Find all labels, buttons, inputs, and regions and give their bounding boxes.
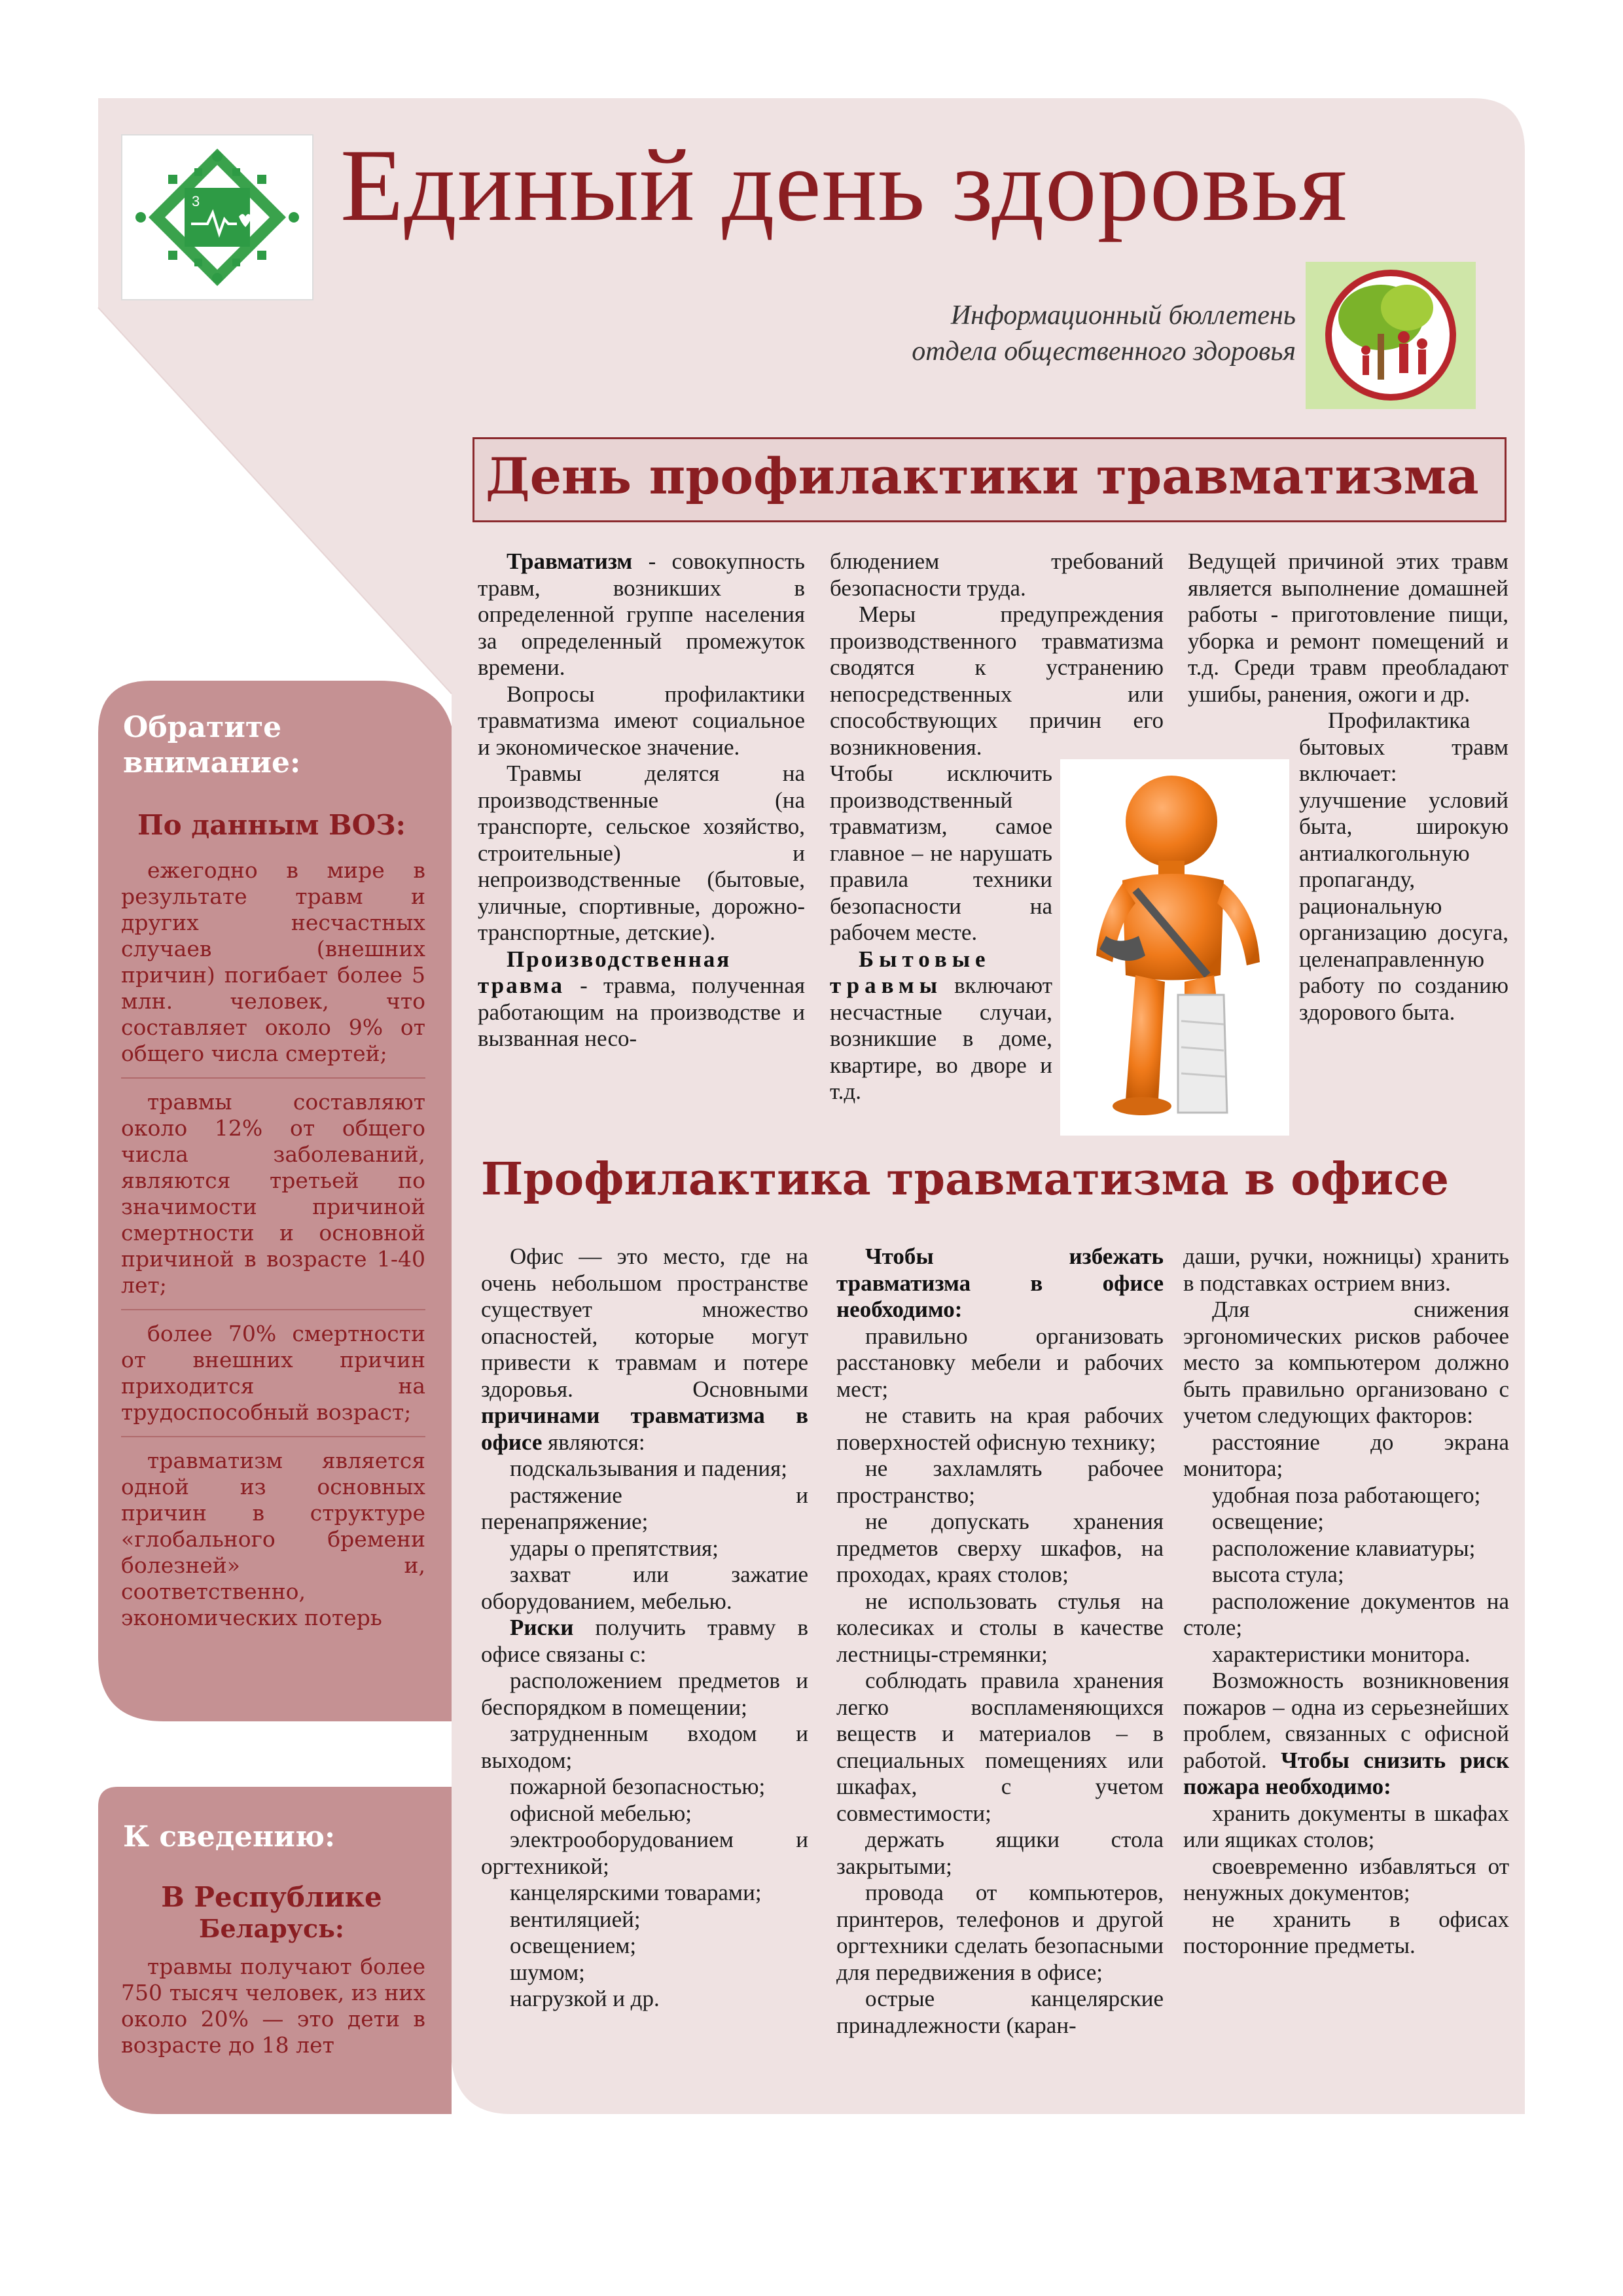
section2-title: Профилактика травматизма в офисе	[481, 1153, 1449, 1206]
list-item: захват или зажатие оборудованием, мебелью.	[481, 1562, 808, 1614]
list-item: не использовать стулья на колесиках и столы в качестве лестницы-стремянки;	[836, 1588, 1164, 1667]
list-item: вентиляцией;	[510, 1906, 641, 1932]
list-item: пожарной безопасностью;	[510, 1774, 766, 1799]
section1-column2: блюдением требований безопасности труда. Меры предупреждения производственного травматизма сводятся к устранению непосредственных или способствующих причин его возникновения. Чтобы исключить производственный травматизм, самое главное – не нарушать правила техники безопасности на рабочем месте. Бытовые травмы включают несчастные случаи, возникшие в доме, квартире, во дворе и т.д.	[830, 548, 1164, 1104]
list-item: не захламлять рабочее пространство;	[836, 1456, 1164, 1508]
page-subtitle: Информационный бюллетень отдела общественного здоровья	[912, 300, 1296, 367]
list-item: канцелярскими товарами;	[510, 1880, 762, 1905]
list-item: правильно организовать расстановку мебели и рабочих мест;	[836, 1323, 1164, 1402]
list-item: удобная поза работающего;	[1212, 1482, 1481, 1508]
list-item: шумом;	[510, 1959, 585, 1985]
department-emblem	[1306, 262, 1476, 409]
list-item: хранить документы в шкафах или ящиках столов;	[1183, 1800, 1509, 1852]
list-item: электрооборудованием и оргтехникой;	[481, 1827, 808, 1879]
health-logo	[121, 134, 313, 300]
injured-person-figure-icon	[1060, 759, 1289, 1136]
list-item: нагрузкой и др.	[510, 1986, 660, 2011]
tree-family-icon	[1306, 262, 1476, 409]
sidebar1-text	[121, 857, 425, 1631]
injured-person-figure	[1060, 759, 1289, 1136]
list-item: не допускать хранения предметов сверху шкафов, на проходах, краях столов;	[836, 1509, 1164, 1587]
list-item: своевременно избавляться от ненужных документов;	[1183, 1853, 1509, 1905]
list-item: офисной мебелью;	[510, 1800, 692, 1826]
sidebar1-subtitle: По данным ВОЗ:	[137, 809, 406, 841]
sidebar2-text: травмы получают более 750 тысяч человек, из них около 20% — это дети в возрасте до 18 лет	[121, 1954, 425, 2058]
section1-column1: Травматизм - совокупность травм, возникших в определенной группе населения за определенный промежуток времени. Вопросы профилактики травматизма имеют социальное и экономическое значение. Травмы делятся на производственные (на транспорте, сельское хозяйство, строительные) и непроизводственные (бытовые, уличные, спортивные, дорожно-транспортные, детские). Производственная травма - травма, полученная работающим на производстве и вызванная несо-	[478, 548, 805, 1051]
section2-column3: даши, ручки, ножницы) хранить в подставках острием вниз. Для снижения эргономических рисков рабочее место за компьютером должно быть правильно организовано с учетом следующих факторов: расстояние до экрана монитора; удобная поза работающего; освещение; расположение клавиатуры; высота стула; расположение документов на столе; характеристики монитора. Возможность возникновения пожаров – одна из серьезнейших проблем, связанных с офисной работой. Чтобы снизить риск пожара необходимо: хранить документы в шкафах или ящиках столов; своевременно избавляться от ненужных документов; не хранить в офисах посторонние предметы.	[1183, 1244, 1509, 1958]
sidebar2-title: К сведению:	[123, 1820, 336, 1854]
list-item: характеристики монитора.	[1212, 1641, 1471, 1667]
list-item: не ставить на края рабочих поверхностей офисную технику;	[836, 1403, 1164, 1455]
section2-column2: Чтобы избежать травматизма в офисе необходимо: правильно организовать расстановку мебели и рабочих мест; не ставить на края рабочих поверхностей офисную технику; не захламлять рабочее пространство; не допускать хранения предметов сверху шкафов, на проходах, краях столов; не использовать стулья на колесиках и столы в качестве лестницы-стремянки; соблюдать правила хранения легко воспламеняющихся веществ и материалов – в специальных помещениях или шкафах, с учетом совместимости; держать ящики стола закрытыми; провода от компьютеров, принтеров, телефонов и другой оргтехники сделать безопасными для передвижения в офисе; острые канцелярские принадлежности (каран-	[836, 1244, 1164, 2038]
logo-number: 3	[192, 193, 200, 209]
divider	[121, 1436, 425, 1437]
list-item: растяжение и перенапряжение;	[481, 1482, 808, 1534]
list-item: расстояние до экрана монитора;	[1183, 1429, 1509, 1481]
list-item: освещение;	[1212, 1509, 1324, 1534]
fact-item: более 70% смертности от внешних причин приходится на трудоспособный возраст;	[121, 1321, 425, 1425]
health-pulse-heart-icon	[122, 135, 312, 299]
fact-item: травмы составляют около 12% от общего числа заболеваний, являются третьей по значимости причиной смертности и основной причиной в возрасте 1-40 лет;	[121, 1089, 425, 1298]
list-item: расположение клавиатуры;	[1212, 1535, 1476, 1561]
list-item: удары о препятствия;	[510, 1535, 719, 1561]
list-item: держать ящики стола закрытыми;	[836, 1827, 1164, 1879]
list-item: острые канцелярские принадлежности (каран-	[836, 1986, 1164, 2038]
list-item: высота стула;	[1212, 1562, 1344, 1587]
list-item: подскальзывания и падения;	[510, 1456, 787, 1481]
sidebar1-title: Обратите внимание:	[123, 711, 301, 780]
section1-title: День профилактики травматизма	[486, 447, 1479, 505]
list-item: затрудненным входом и выходом;	[481, 1721, 808, 1773]
divider	[121, 1077, 425, 1079]
list-item: не хранить в офисах посторонние предметы.	[1183, 1906, 1509, 1958]
list-item: расположение документов на столе;	[1183, 1588, 1509, 1640]
list-item: освещением;	[510, 1933, 637, 1958]
divider	[121, 1309, 425, 1310]
list-item: расположением предметов и беспорядком в помещении;	[481, 1668, 808, 1720]
sidebar2-subtitle: В Республике Беларусь:	[161, 1881, 382, 1943]
fact-item: ежегодно в мире в результате травм и других несчастных случаев (внешних причин) погибает более 5 млн. человек, что составляет около 9% от общего числа смертей;	[121, 857, 425, 1066]
section2-column1: Офис — это место, где на очень небольшом пространстве существует множество опасностей, которые могут привести к травмам и потере здоровья. Основными причинами травматизма в офисе являются: подскальзывания и падения; растяжение и перенапряжение; удары о препятствия; захват или зажатие оборудованием, мебелью. Риски получить травму в офисе связаны с: расположением предметов и беспорядком в помещении; затрудненным входом и выходом; пожарной безопасностью; офисной мебелью; электрооборудованием и оргтехникой; канцелярскими товарами; вентиляцией; освещением; шумом; нагрузкой и др.	[481, 1244, 808, 2011]
section1-column3: Ведущей причиной этих травм является выполнение домашней работы - приготовление пищи, уборка и ремонт помещений и т.д. Среди травм преобладают ушибы, ранения, ожоги и др. Профилактика бытовых травм включает: улучшение условий быта, широкую антиалкогольную пропаганду, рациональную организацию досуга, целенаправленную работу по созданию здорового быта.	[1188, 548, 1508, 1025]
fact-item: травматизм является одной из основных причин в структуре «глобального бремени болезней» и, соответственно, экономических потерь	[121, 1448, 425, 1630]
list-item: соблюдать правила хранения легко воспламеняющихся веществ и материалов – в специальных помещениях или шкафах, с учетом совместимости;	[836, 1668, 1164, 1826]
list-item: провода от компьютеров, принтеров, телефонов и другой оргтехники сделать безопасными для передвижения в офисе;	[836, 1880, 1164, 1985]
page-title: Единый день здоровья	[340, 128, 1348, 243]
